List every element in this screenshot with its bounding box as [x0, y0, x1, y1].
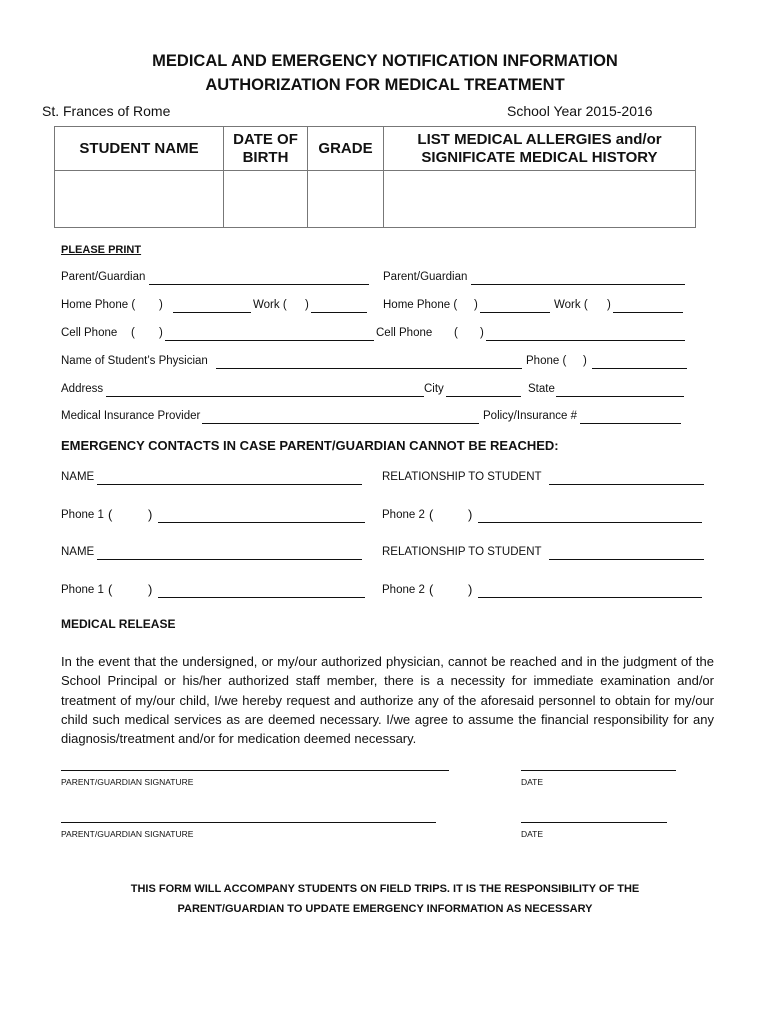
home-phone-1-paren: ) — [159, 299, 163, 311]
home-phone-2-field[interactable] — [480, 312, 550, 313]
work-phone-1-paren: ) — [305, 299, 309, 311]
work-phone-2-label: Work ( — [554, 299, 588, 311]
signature-2-label: PARENT/GUARDIAN SIGNATURE — [61, 829, 194, 839]
city-label: City — [424, 383, 444, 395]
please-print-label: PLEASE PRINT — [61, 244, 142, 256]
contact-1-name-label: NAME — [61, 471, 95, 483]
cell-phone-2-field[interactable] — [486, 340, 685, 341]
insurance-field[interactable] — [202, 423, 479, 424]
contact-2-phone-1-close: ) — [148, 582, 153, 597]
parent-guardian-1-field[interactable] — [149, 284, 369, 285]
grade-cell[interactable] — [308, 171, 384, 228]
contact-2-phone-2-close: ) — [468, 582, 473, 597]
signature-2-line[interactable] — [61, 822, 436, 823]
address-field[interactable] — [106, 396, 424, 397]
contact-2-phone-2-label: Phone 2 — [382, 584, 425, 596]
cell-phone-1-field[interactable] — [165, 340, 374, 341]
physician-label: Name of Student’s Physician — [61, 355, 208, 367]
contact-1-phone-2-open: ( — [429, 507, 434, 522]
form-title-line-2: AUTHORIZATION FOR MEDICAL TREATMENT — [205, 76, 565, 94]
allergies-cell[interactable] — [384, 171, 696, 228]
footer-line-2: PARENT/GUARDIAN TO UPDATE EMERGENCY INFORMATION AS NECESSARY — [177, 903, 593, 915]
emergency-heading: EMERGENCY CONTACTS IN CASE PARENT/GUARDIAN CANNOT BE REACHED: — [61, 438, 559, 453]
contact-1-phone-2-field[interactable] — [478, 522, 702, 523]
parent-guardian-2-label: Parent/Guardian — [383, 271, 468, 283]
physician-phone-label: Phone ( — [526, 355, 567, 367]
contact-1-relationship-field[interactable] — [549, 484, 704, 485]
home-phone-2-paren: ) — [474, 299, 478, 311]
address-label: Address — [61, 383, 104, 395]
cell-phone-2-label: Cell Phone — [376, 327, 433, 339]
footer-line-1: THIS FORM WILL ACCOMPANY STUDENTS ON FIELD TRIPS. IT IS THE RESPONSIBILITY OF THE — [130, 883, 640, 895]
policy-field[interactable] — [580, 423, 681, 424]
work-phone-2-field[interactable] — [613, 312, 683, 313]
student-table — [54, 126, 696, 228]
contact-1-phone-1-open: ( — [108, 507, 113, 522]
physician-field[interactable] — [216, 368, 522, 369]
contact-1-name-field[interactable] — [97, 484, 362, 485]
parent-guardian-2-field[interactable] — [471, 284, 685, 285]
cell-phone-1-paren: ) — [159, 327, 163, 339]
contact-1-phone-1-close: ) — [148, 507, 153, 522]
policy-label: Policy/Insurance # — [483, 410, 577, 422]
date-2-label: DATE — [521, 829, 544, 839]
physician-phone-paren: ) — [583, 355, 587, 367]
contact-2-phone-1-label: Phone 1 — [61, 584, 104, 596]
contact-1-phone-2-label: Phone 2 — [382, 509, 425, 521]
medical-release-text: In the event that the undersigned, or my/our authorized physician, cannot be reached and in the judgment of the School Principal or his/her authorized staff member, there is a necessity for immediate examination and/or treatment of my/our child, I/we hereby request and authorize any of the aforesaid personnel to obtain for my/our child such medical services as are deemed necessary. I/we agree to assume the financial responsibility for any diagnosis/treatment and/or for medication deemed necessary. — [61, 654, 714, 747]
school-year: School Year 2015-2016 — [507, 103, 653, 119]
work-phone-1-label: Work ( — [253, 299, 287, 311]
contact-1-relationship-label: RELATIONSHIP TO STUDENT — [382, 471, 542, 483]
date-1-label: DATE — [521, 777, 544, 787]
school-name: St. Frances of Rome — [42, 103, 171, 119]
cell-phone-2-open-paren: ( — [454, 327, 458, 339]
contact-2-name-label: NAME — [61, 546, 95, 558]
work-phone-2-paren: ) — [607, 299, 611, 311]
home-phone-1-label: Home Phone ( — [61, 299, 136, 311]
signature-1-line[interactable] — [61, 770, 449, 771]
home-phone-2-label: Home Phone ( — [383, 299, 458, 311]
contact-1-phone-1-label: Phone 1 — [61, 509, 104, 521]
contact-2-relationship-label: RELATIONSHIP TO STUDENT — [382, 546, 542, 558]
state-field[interactable] — [556, 396, 684, 397]
contact-2-phone-2-open: ( — [429, 582, 434, 597]
physician-phone-field[interactable] — [592, 368, 687, 369]
work-phone-1-field[interactable] — [311, 312, 367, 313]
col-student-name: STUDENT NAME — [55, 127, 224, 171]
cell-phone-1-open-paren: ( — [131, 327, 135, 339]
contact-2-relationship-field[interactable] — [549, 559, 704, 560]
cell-phone-1-label: Cell Phone — [61, 327, 118, 339]
col-allergies: LIST MEDICAL ALLERGIES and/or SIGNIFICATE MEDICAL HISTORY — [384, 127, 696, 171]
insurance-label: Medical Insurance Provider — [61, 410, 201, 422]
date-of-birth-cell[interactable] — [224, 171, 308, 228]
cell-phone-2-paren: ) — [480, 327, 484, 339]
contact-2-phone-1-open: ( — [108, 582, 113, 597]
form-title-line-1: MEDICAL AND EMERGENCY NOTIFICATION INFORMATION — [152, 52, 618, 70]
contact-1-phone-1-field[interactable] — [158, 522, 365, 523]
state-label: State — [528, 383, 555, 395]
city-field[interactable] — [446, 396, 521, 397]
medical-release-heading: MEDICAL RELEASE — [61, 617, 176, 631]
date-2-line[interactable] — [521, 822, 667, 823]
contact-2-phone-2-field[interactable] — [478, 597, 702, 598]
parent-guardian-1-label: Parent/Guardian — [61, 271, 146, 283]
date-1-line[interactable] — [521, 770, 676, 771]
home-phone-1-field[interactable] — [173, 312, 251, 313]
col-grade: GRADE — [308, 127, 384, 171]
student-name-cell[interactable] — [55, 171, 224, 228]
contact-2-phone-1-field[interactable] — [158, 597, 365, 598]
contact-1-phone-2-close: ) — [468, 507, 473, 522]
contact-2-name-field[interactable] — [97, 559, 362, 560]
col-date-of-birth: DATE OF BIRTH — [224, 127, 308, 171]
signature-1-label: PARENT/GUARDIAN SIGNATURE — [61, 777, 194, 787]
